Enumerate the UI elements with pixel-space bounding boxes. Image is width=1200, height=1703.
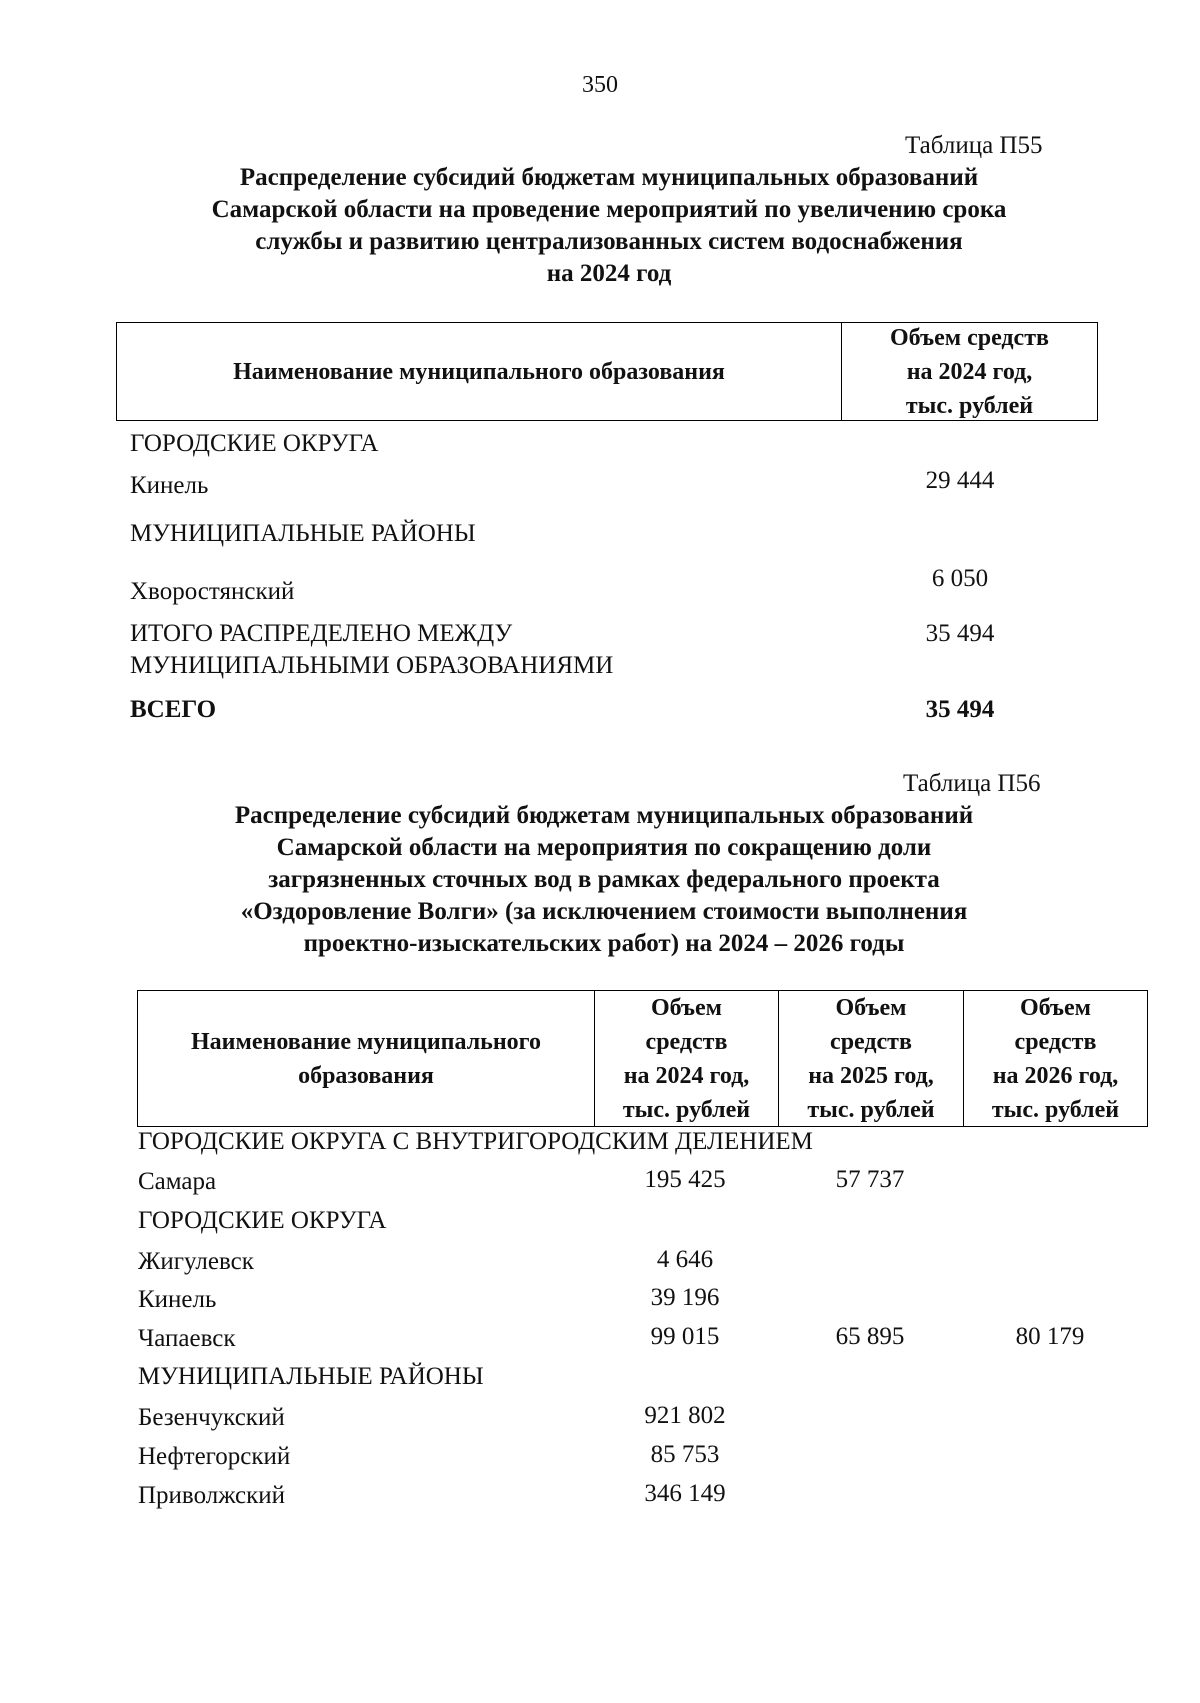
row-value-2024: 921 802 [644,1402,726,1429]
page-number: 350 [582,72,618,98]
header-line: Объем [650,994,723,1021]
header-line: образования [298,1062,434,1089]
row-name: Приволжский [138,1482,286,1509]
row-name: Чапаевск [138,1325,236,1352]
row-name: Кинель [138,1286,217,1313]
table-p56-title [0,800,1200,960]
section-municipal-districts: МУНИЦИПАЛЬНЫЕ РАЙОНЫ [138,1363,484,1390]
header-line: тыс. рублей [622,1096,751,1123]
header-line: средств [645,1028,728,1055]
row-value-2024: 4 646 [656,1246,714,1273]
row-value-2024: 35 494 [925,620,995,647]
column-header-amount-2024 [594,991,778,1126]
column-header-amount-2025 [778,991,963,1126]
title-line: на 2024 год [546,260,672,287]
header-line: тыс. рублей [905,392,1034,419]
table-p55-title [0,162,1200,290]
row-name: Нефтегорский [138,1443,291,1470]
row-name-continued: МУНИЦИПАЛЬНЫМИ ОБРАЗОВАНИЯМИ [130,652,614,679]
row-value-2024: 29 444 [925,467,995,494]
title-line: загрязненных сточных вод в рамках федерального проекта [268,866,940,893]
table-p55-header [116,322,1098,421]
header-line: на 2026 год, [992,1062,1119,1089]
section-city-districts: ГОРОДСКИЕ ОКРУГА [130,430,379,457]
header-line: средств [830,1028,912,1055]
header-line: на 2025 год, [808,1062,934,1089]
header-line: тыс. рублей [991,1096,1120,1123]
row-value-2024: 346 149 [644,1480,726,1507]
row-value-2024: 6 050 [931,565,989,592]
header-line: на 2024 год, [623,1062,750,1089]
title-line: Распределение субсидий бюджетам муниципальных образований [234,802,974,829]
title-line: Самарской области на мероприятия по сокращению доли [276,834,932,861]
header-line: на 2024 год, [906,358,1033,385]
title-line: Распределение субсидий бюджетам муниципальных образований [239,164,979,191]
row-total-name: ВСЕГО [130,696,217,723]
section-city-districts: ГОРОДСКИЕ ОКРУГА [138,1207,387,1234]
row-value-2025: 65 895 [835,1323,905,1350]
header-line: тыс. рублей [807,1096,935,1123]
row-value-2024: 195 425 [644,1166,726,1193]
column-header-amount-2026 [963,991,1147,1126]
row-name: Хворостянский [130,578,295,605]
row-value-2024: 85 753 [650,1441,720,1468]
table-p56-label: Таблица П56 [903,770,1041,797]
title-line: «Оздоровление Волги» (за исключением стоимости выполнения [240,898,968,925]
title-line: проектно-изыскательских работ) на 2024 – 2026 годы [303,930,905,957]
row-name: Кинель [130,472,209,499]
column-header-name: Наименование муниципального образования [233,358,725,385]
row-name: Самара [138,1168,217,1195]
header-line: Наименование муниципального [191,1028,541,1055]
title-line: службы и развитию централизованных систем водоснабжения [255,228,963,255]
section-municipal-districts: МУНИЦИПАЛЬНЫЕ РАЙОНЫ [130,520,476,547]
header-line: Объем [835,994,907,1021]
row-name: ИТОГО РАСПРЕДЕЛЕНО МЕЖДУ [130,620,513,647]
row-name: Жигулевск [138,1248,254,1275]
row-value-2024: 39 196 [650,1284,720,1311]
row-value-2024: 99 015 [650,1323,720,1350]
table-p56-header [137,990,1148,1127]
table-p55-label: Таблица П55 [905,132,1043,159]
row-name: Безенчукский [138,1404,285,1431]
row-value-2026: 80 179 [1015,1323,1085,1350]
header-line: Объем средств [890,324,1049,351]
column-header-amount-2024 [841,323,1097,420]
row-total-value: 35 494 [925,696,995,723]
section-city-districts-intracity: ГОРОДСКИЕ ОКРУГА С ВНУТРИГОРОДСКИМ ДЕЛЕНИЕМ [138,1128,813,1155]
title-line: Самарской области на проведение мероприятий по увеличению срока [211,196,1007,223]
column-header-name [138,991,594,1126]
header-line: Объем [1019,994,1092,1021]
header-line: средств [1014,1028,1097,1055]
row-value-2025: 57 737 [835,1166,905,1193]
